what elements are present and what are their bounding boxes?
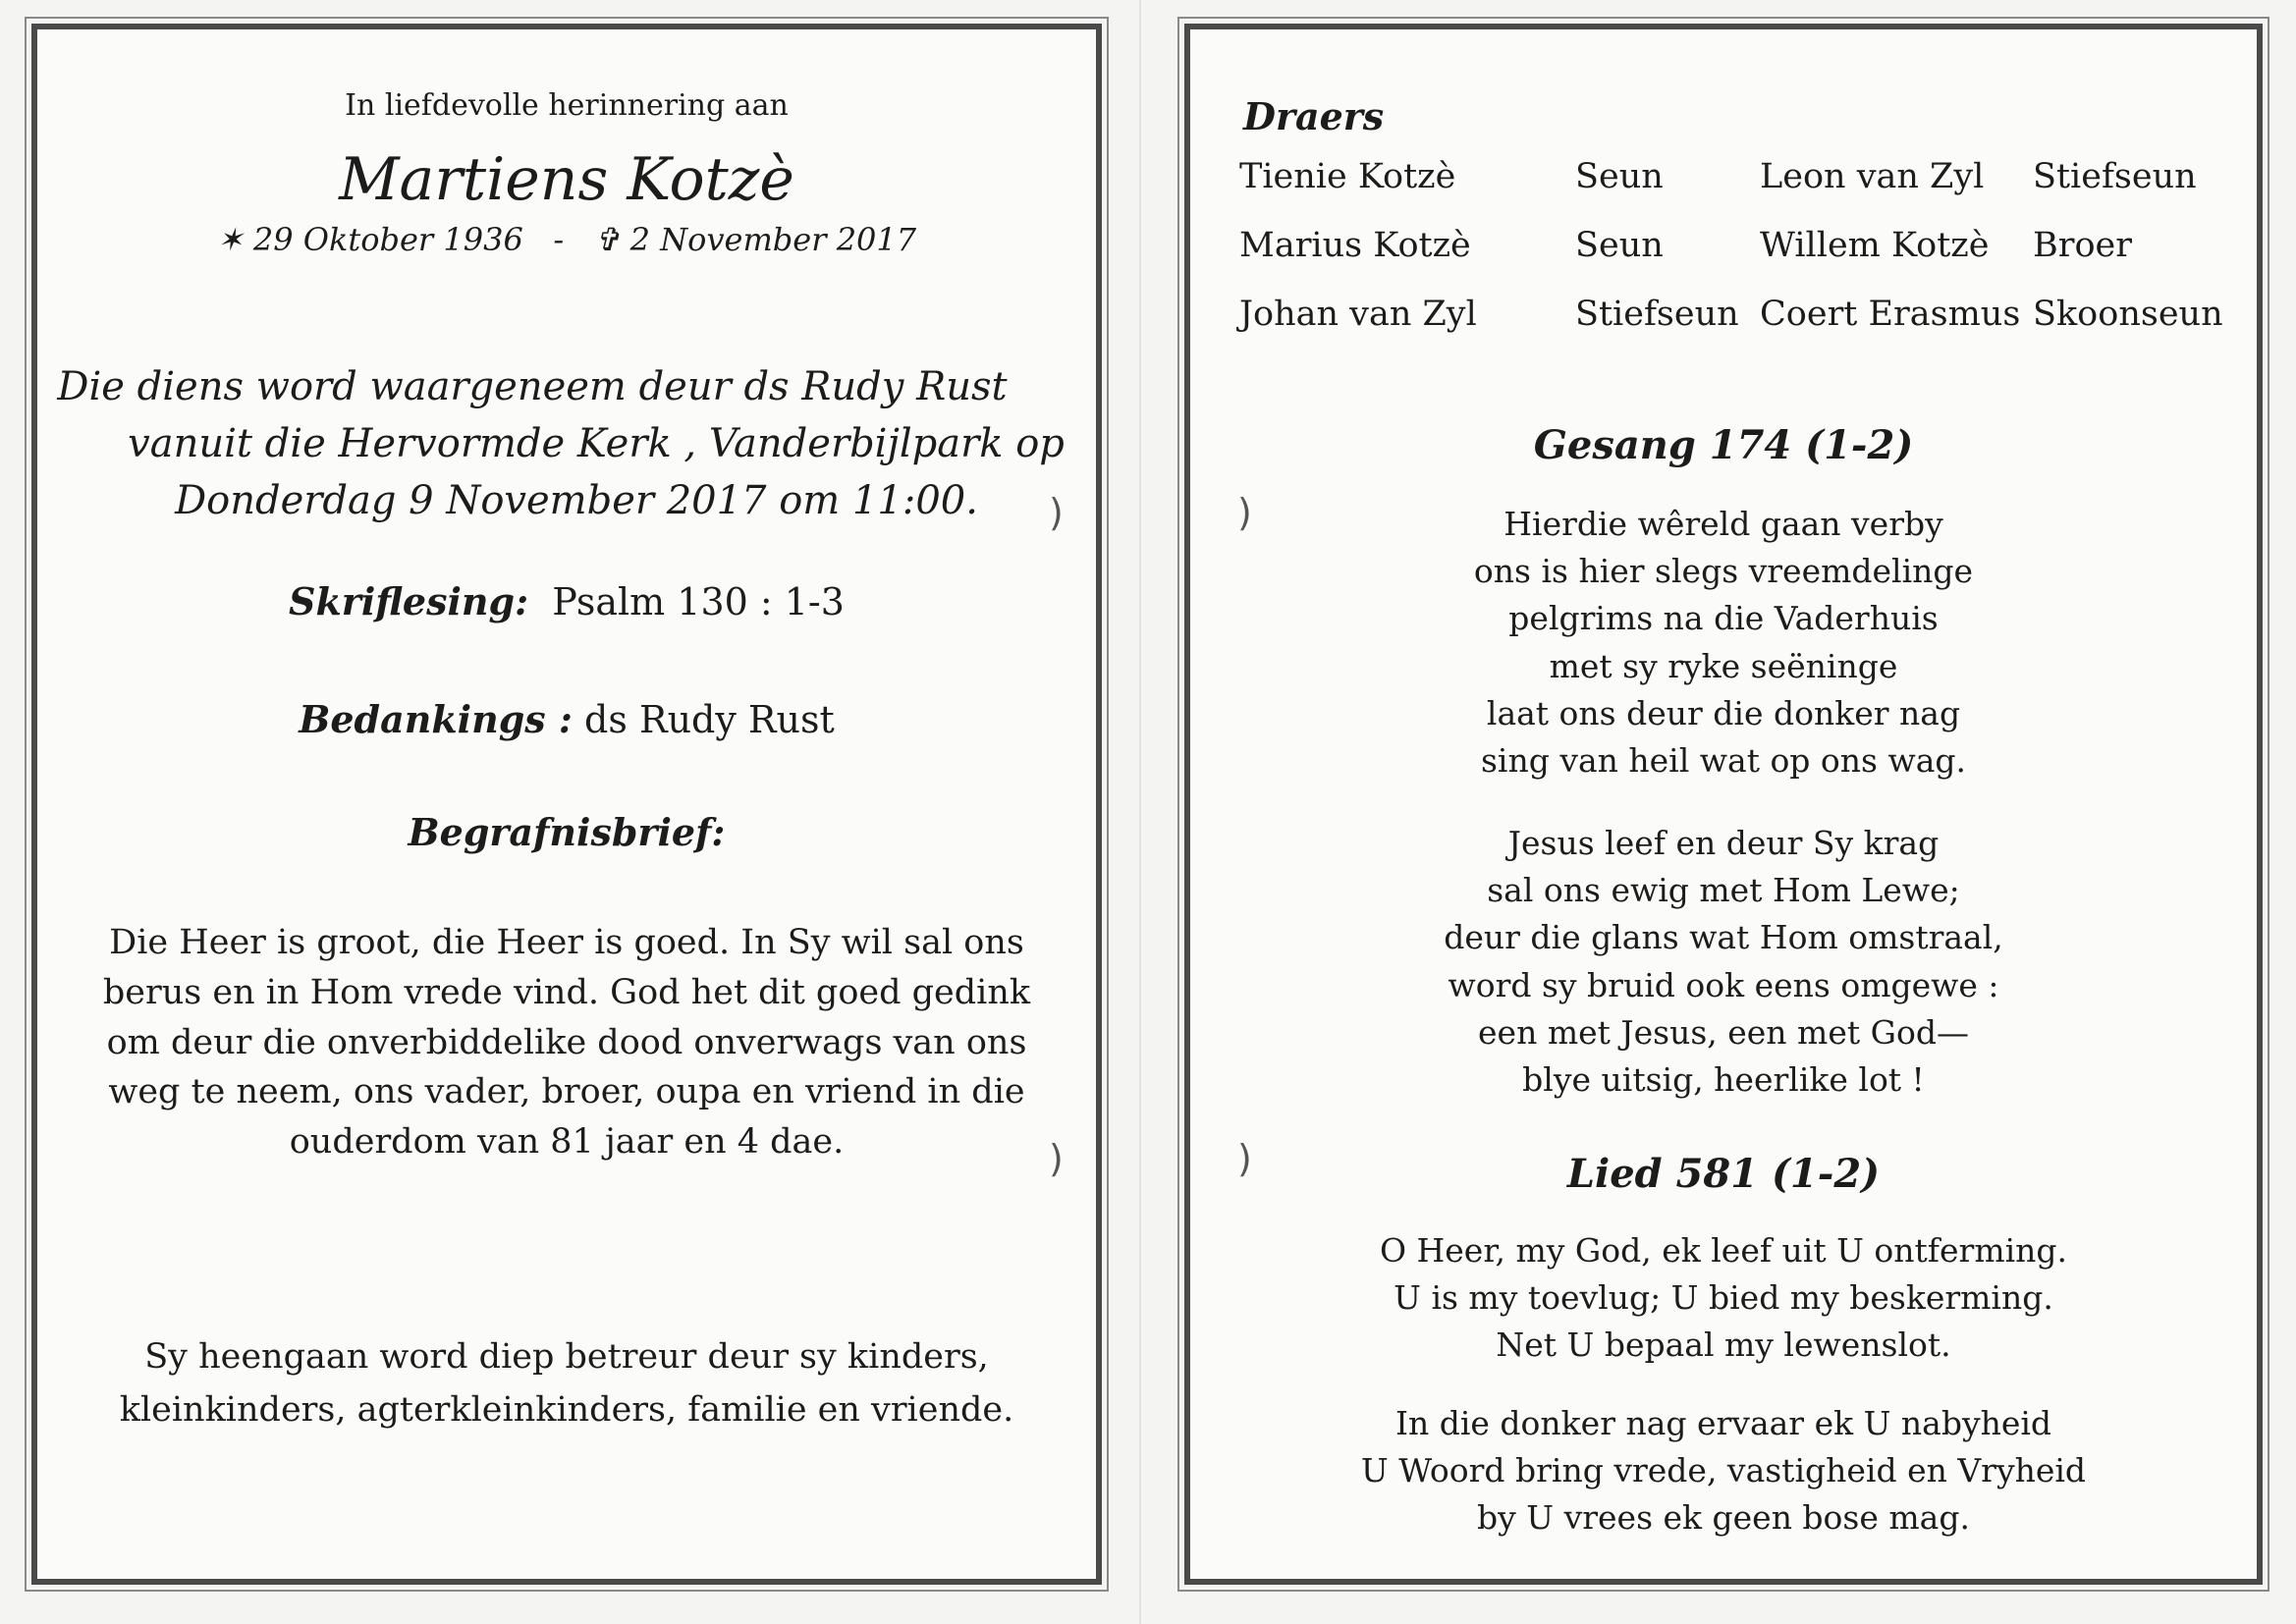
verse-line: Hierdie wêreld gaan verby <box>1503 505 1943 543</box>
reading-label: Skriflesing: <box>289 579 529 623</box>
hymn-1-title: Gesang 174 (1-2) <box>1533 422 1914 468</box>
bearer-relation: Skoonseun <box>2033 295 2223 334</box>
letter-line: weg te neem, ons vader, broer, oupa en vriend in die <box>108 1072 1025 1112</box>
verse-line: by U vrees ek geen bose mag. <box>1477 1498 1970 1538</box>
date-separator: - <box>553 221 565 258</box>
bearer-relation: Seun <box>1575 226 1664 265</box>
verse-line: blye uitsig, heerlike lot ! <box>1522 1059 1925 1099</box>
letter-line: Die Heer is groot, die Heer is goed. In Sy wil sal ons <box>109 923 1024 962</box>
bearer-relation: Stiefseun <box>1575 295 1739 334</box>
bearer-name: Marius Kotzè <box>1239 226 1471 265</box>
hymn-2-title: Lied 581 (1-2) <box>1566 1151 1881 1197</box>
verse-line: O Heer, my God, ek leef uit U ontferming. <box>1379 1231 2068 1270</box>
closing-note <box>37 1330 1096 1437</box>
verse-line: U Woord bring vrede, vastigheid en Vryheid <box>1360 1451 2087 1490</box>
memorial-intro: In liefdevolle herinnering aan <box>345 88 789 123</box>
verse-line: sing van heil wat op ons wag. <box>1480 740 1967 780</box>
verse-line: U is my toevlug; U bied my beskerming. <box>1394 1278 2053 1318</box>
bearer-relation: Stiefseun <box>2033 157 2197 196</box>
closing-line: kleinkinders, agterkleinkinders, familie en vriende. <box>119 1390 1014 1431</box>
death-cross-icon: ✞ <box>593 221 621 258</box>
thanksgiving <box>37 697 1096 741</box>
left-page <box>31 24 1102 1585</box>
letter-heading: Begrafnisbrief: <box>408 810 726 854</box>
service-line: Donderdag 9 November 2017 om 11:00. <box>175 478 978 523</box>
bearer-name: Coert Erasmus <box>1760 295 2021 334</box>
bearer-name: Tienie Kotzè <box>1239 157 1456 196</box>
hymn-1-verse-2 <box>1190 820 2257 1104</box>
bearer-relation: Broer <box>2033 226 2132 265</box>
punch-hole-mark: ) <box>1237 1137 1252 1180</box>
verse-line: In die donker nag ervaar ek U nabyheid <box>1394 1404 2052 1442</box>
letter-line: om deur die onverbiddelike dood onverwags van ons <box>106 1022 1027 1062</box>
verse-line: word sy bruid ook eens omgewe : <box>1448 965 1999 1004</box>
right-page <box>1184 24 2263 1585</box>
bearer-name: Johan van Zyl <box>1239 295 1477 334</box>
birth-star-icon: ✶ <box>216 221 244 258</box>
funeral-letter <box>37 918 1096 1167</box>
punch-hole-mark: ) <box>1049 1137 1064 1180</box>
service-details <box>37 358 1096 529</box>
verse-line: pelgrims na die Vaderhuis <box>1508 599 1939 638</box>
letter-line: berus en in Hom vrede vind. God het dit goed gedink <box>102 972 1031 1012</box>
verse-line: Jesus leef en deur Sy krag <box>1507 824 1940 862</box>
hymn-2-verse-1 <box>1190 1227 2257 1370</box>
bearer-name: Leon van Zyl <box>1760 157 1985 196</box>
scripture-reading <box>37 579 1096 623</box>
verse-line: ons is hier slegs vreemdelinge <box>1473 552 1974 591</box>
verse-line: deur die glans wat Hom omstraal, <box>1444 918 2003 957</box>
hymn-1-verse-1 <box>1190 501 2257 785</box>
verse-line: Net U bepaal my lewenslot. <box>1496 1326 1951 1365</box>
service-line: Die diens word waargeneem deur ds Rudy Rust <box>57 364 1008 409</box>
bearers-heading: Draers <box>1243 94 1385 138</box>
thanks-label: Bedankings : <box>299 697 573 741</box>
thanks-value: ds Rudy Rust <box>584 698 835 741</box>
page-fold <box>1139 0 1141 1624</box>
verse-line: laat ons deur die donker nag <box>1486 693 1961 732</box>
reading-value: Psalm 130 : 1-3 <box>552 580 845 623</box>
verse-line: met sy ryke seëninge <box>1549 646 1898 685</box>
closing-line: Sy heengaan word diep betreur deur sy kinders, <box>144 1337 989 1377</box>
hymn-2-verse-2 <box>1190 1400 2257 1543</box>
life-dates <box>37 221 1096 258</box>
punch-hole-mark: ) <box>1237 491 1252 534</box>
birth-date: 29 Oktober 1936 <box>252 221 523 258</box>
deceased-name: Martiens Kotzè <box>339 145 794 214</box>
verse-line: sal ons ewig met Hom Lewe; <box>1487 871 1960 910</box>
bearer-relation: Seun <box>1575 157 1664 196</box>
service-line: vanuit die Hervormde Kerk , Vanderbijlpark op <box>128 421 1065 466</box>
verse-line: een met Jesus, een met God— <box>1478 1012 1969 1052</box>
bearer-name: Willem Kotzè <box>1760 226 1990 265</box>
letter-line: ouderdom van 81 jaar en 4 dae. <box>289 1122 845 1162</box>
death-date: 2 November 2017 <box>629 221 917 258</box>
punch-hole-mark: ) <box>1049 491 1064 534</box>
